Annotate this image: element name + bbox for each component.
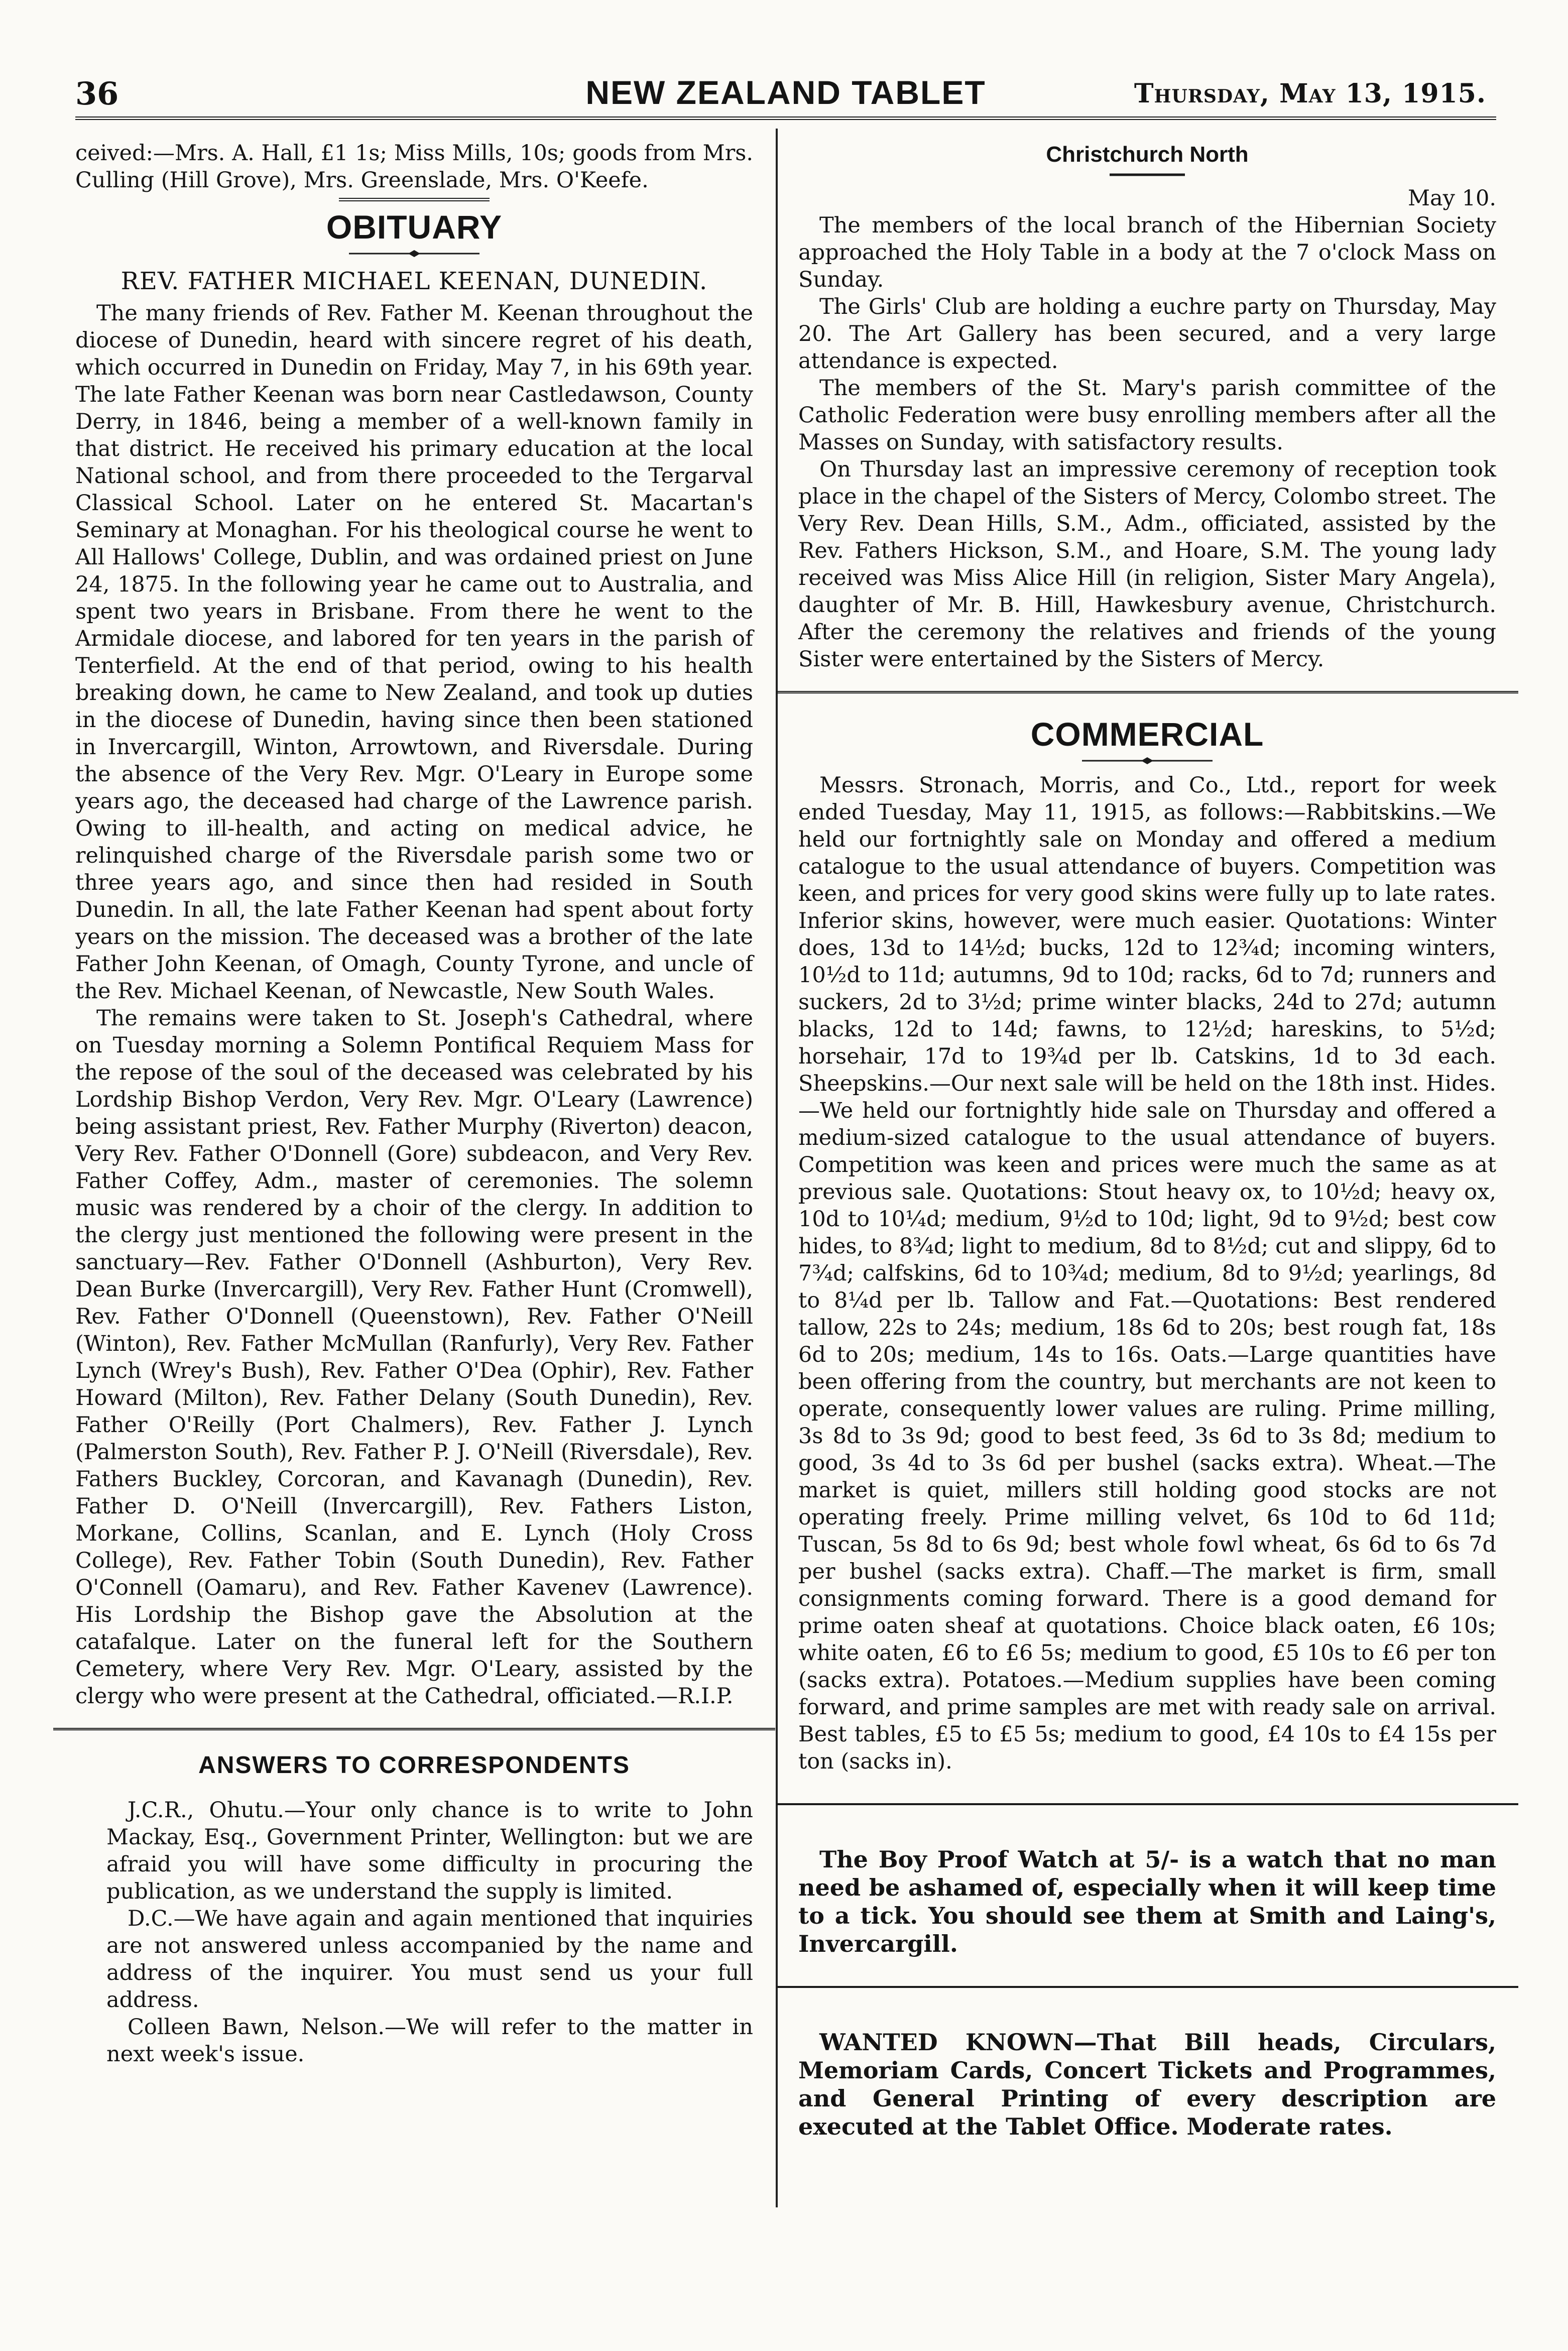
christchurch-paragraph: The members of the local branch of the Hibernian Society approached the Holy Table in a body at the 7 o'clock Mass on Sunday.: [798, 213, 1496, 292]
christchurch-paragraph: The Girls' Club are holding a euchre party on Thursday, May 20. The Art Gallery has been secured, and a very large attendance is expected.: [798, 294, 1496, 374]
answer-item: Colleen Bawn, Nelson.—We will refer to the matter in next week's issue.: [106, 2015, 753, 2067]
watch-advert-text: The Boy Proof Watch at 5/- is a watch that no man need be ashamed of, especially when it will keep time to a tick. You should see them at Smith and Laing's, Invercargill.: [798, 1846, 1496, 1957]
christchurch-paragraph: The members of the St. Mary's parish committee of the Catholic Federation were busy enrolling members after all the Masses on Sunday, with satisfactory results.: [798, 376, 1496, 455]
christchurch-paragraph: On Thursday last an impressive ceremony of reception took place in the chapel of the Sisters of Mercy, Colombo street. The Very Rev. Dean Hills, S.M., Adm., officiated, assisted by the Rev. Fathers Hickson, S.M., and Hoare, S.M. The young lady received was Miss Alice Hill (in religion, Sister Mary Angela), daughter of Mr. B. Hill, Hawkesbury avenue, Christchurch. After the ceremony the relatives and friends of the young Sister were entertained by the Sisters of Mercy.: [798, 457, 1497, 672]
section-rule: [776, 1803, 1518, 1805]
answer-item: D.C.—We have again and again mentioned that inquiries are not answered unless accompanied by the name and address of the inquirer. You must send us your full address.: [106, 1906, 753, 2013]
printing-advert: [798, 2028, 1496, 2141]
section-rule: [776, 1986, 1518, 1988]
answer-item: J.C.R., Ohutu.—Your only chance is to write to John Mackay, Esq., Government Printer, Wellington: but we are afraid you will have some difficulty in procuring the publication, as we understand the supply is limited.: [106, 1798, 753, 1904]
commercial-heading: COMMERCIAL: [1030, 716, 1264, 753]
watch-advert: [798, 1845, 1496, 1958]
obituary-paragraph: The remains were taken to St. Joseph's Cathedral, where on Tuesday morning a Solemn Pontifical Requiem Mass for the repose of the soul of the deceased was celebrated by his Lordship Bishop Verdon, Very Rev. Mgr. O'Leary (Lawrence) being assistant priest, Rev. Father Murphy (Riverton) deacon, Very Rev. Father O'Donnell (Gore) subdeacon, and Very Rev. Father Coffey, Adm., master of ceremonies. The solemn music was rendered by a choir of the clergy. In addition to the clergy just mentioned the following were present in the sanctuary—Rev. Father O'Donnell (Ashburton), Very Rev. Dean Burke (Invercargill), Very Rev. Father Hunt (Cromwell), Rev. Father O'Donnell (Queenstown), Rev. Father O'Neill (Winton), Rev. Father McMullan (Ranfurly), Very Rev. Father Lynch (Wrey's Bush), Rev. Father O'Dea (Ophir), Rev. Father Howard (Milton), Rev. Father Delany (South Dunedin), Rev. Father O'Reilly (Port Chalmers), Rev. Father J. Lynch (Palmerston South), Rev. Father P. J. O'Neill (Riversdale), Rev. Fathers Buckley, Corcoran, and Kavanagh (Dunedin), Rev. Father D. O'Neill (Invercargill), Rev. Fathers Liston, Morkane, Collins, Scanlan, and E. Lynch (Holy Cross College), Rev. Father Tobin (South Dunedin), Rev. Father O'Connell (Oamaru), and Rev. Father Kavenev (Lawrence). His Lordship the Bishop gave the Absolution at the catafalque. Later on the funeral left for the Southern Cemetery, where Very Rev. Mgr. O'Leary, assisted by the clergy who were present at the Cathedral, officiated.—R.I.P.: [75, 1006, 753, 1709]
answers-heading: ANSWERS TO CORRESPONDENTS: [198, 1752, 630, 1779]
obituary-heading: OBITUARY: [326, 208, 503, 246]
section-rule: [53, 1728, 775, 1730]
christchurch-heading: Christchurch North: [1046, 142, 1249, 167]
page-number: 36: [75, 75, 119, 112]
ornament-divider-icon: [349, 250, 479, 258]
left-column: [75, 140, 753, 2068]
christchurch-date: May 10.: [1407, 186, 1496, 211]
ornament-divider-icon: [1110, 172, 1185, 178]
issue-date: Thursday, May 13, 1915.: [1134, 78, 1486, 109]
section-rule: [776, 691, 1518, 693]
ornament-divider-icon: [1082, 757, 1213, 765]
commercial-report: Messrs. Stronach, Morris, and Co., Ltd., report for week ended Tuesday, May 11, 1915, as follows:—Rabbitskins.—We held our fortnightly sale on Monday and offered a medium catalogue to the usual attendance of buyers. Competition was keen, and prices for very good skins were fully up to late rates. Inferior skins, however, were much easier. Quotations: Winter does, 13d to 14½d; bucks, 12d to 12¾d; incoming winters, 10½d to 11d; autumns, 9d to 10d; racks, 6d to 7d; runners and suckers, 2d to 3½d; prime winter blacks, 24d to 27d; autumn blacks, 12d to 14d; fawns, to 12½d; hareskins, to 5½d; horsehair, 17d to 19¾d per lb. Catskins, 1d to 3d each. Sheepskins.—Our next sale will be held on the 18th inst. Hides.—We held our fortnightly hide sale on Thursday and offered a medium-sized catalogue to the usual attendance of buyers. Competition was keen and prices were much the same as at previous sale. Quotations: Stout heavy ox, to 10½d; heavy ox, 10d to 10¼d; medium, 9½d to 10d; light, 9d to 9½d; best cow hides, to 8¾d; light to medium, 8d to 8½d; cut and slippy, 6d to 7¾d; calfskins, 6d to 10¾d; medium, 8d to 9½d; yearlings, 8d to 8¼d per lb. Tallow and Fat.—Quotations: Best rendered tallow, 22s to 24s; medium, 18s 6d to 20s; best rough fat, 18s 6d to 20s; medium, 14s to 16s. Oats.—Large quantities have been offering from the country, but merchants are not keen to operate, consequently lower values are ruling. Prime milling, 3s 8d to 3s 9d; good to best feed, 3s 6d to 3s 8d; medium to good, 3s 4d to 3s 6d per bushel (sacks extra). Wheat.—The market is quiet, millers still holding good stocks are not operating freely. Prime milling velvet, 6s 10d to 6d 11d; Tuscan, 5s 8d to 6s 9d; best whole fowl wheat, 6s 6d to 6s 7d per bushel (sacks extra). Chaff.—The market is firm, small consignments coming forward. There is a good demand for prime oaten sheaf at quotations. Choice black oaten, £6 10s; white oaten, £6 to £6 5s; medium to good, £5 10s to £6 per ton (sacks extra). Potatoes.—Medium supplies have been coming forward, and prime samples are met with ready sale on arrival. Best tables, £5 to £5 5s; medium to good, £4 10s to £4 15s per ton (sacks in).: [798, 773, 1496, 1774]
page-header: [75, 70, 1496, 115]
right-column: [798, 140, 1496, 2141]
printing-advert-text: WANTED KNOWN—That Bill heads, Circulars, Memoriam Cards, Concert Tickets and Programmes, and General Printing of every description are executed at the Tablet Office. Moderate rates.: [798, 2029, 1496, 2140]
header-rule: [75, 116, 1496, 120]
obituary-paragraph: The many friends of Rev. Father M. Keenan throughout the diocese of Dunedin, heard with sincere regret of his death, which occurred in Dunedin on Friday, May 7, in his 69th year. The late Father Keenan was born near Castledawson, County Derry, in 1846, being a member of a well-known family in that district. He received his primary education at the local National school, and from there proceeded to the Tergarval Classical School. Later on he entered St. Macartan's Seminary at Monaghan. For his theological course he went to All Hallows' College, Dublin, and was ordained priest on June 24, 1875. In the following year he came out to Australia, and spent two years in Brisbane. From there he went to the Armidale diocese, and labored for ten years in the parish of Tenterfield. At the end of that period, owing to his health breaking down, he came to New Zealand, and took up duties in the diocese of Dunedin, having since then been stationed in Invercargill, Winton, Arrowtown, and Riversdale. During the absence of the Very Rev. Mgr. O'Leary in Europe some years ago, the deceased had charge of the Lawrence parish. Owing to ill-health, and acting on medical advice, he relinquished charge of the Riversdale parish some two or three years ago, and since then had resided in South Dunedin. In all, the late Father Keenan had spent about forty years on the mission. The deceased was a brother of the late Father John Keenan, of Omagh, County Tyrone, and uncle of the Rev. Michael Keenan, of Newcastle, New South Wales.: [75, 301, 753, 1004]
newspaper-title: NEW ZEALAND TABLET: [585, 74, 986, 111]
obituary-subhead: REV. FATHER MICHAEL KEENAN, DUNEDIN.: [120, 267, 708, 295]
section-rule: [339, 198, 490, 201]
intro-paragraph: ceived:—Mrs. A. Hall, £1 1s; Miss Mills, 10s; goods from Mrs. Culling (Hill Grove), Mrs. Greenslade, Mrs. O'Keefe.: [75, 141, 753, 193]
column-divider: [776, 129, 778, 2207]
